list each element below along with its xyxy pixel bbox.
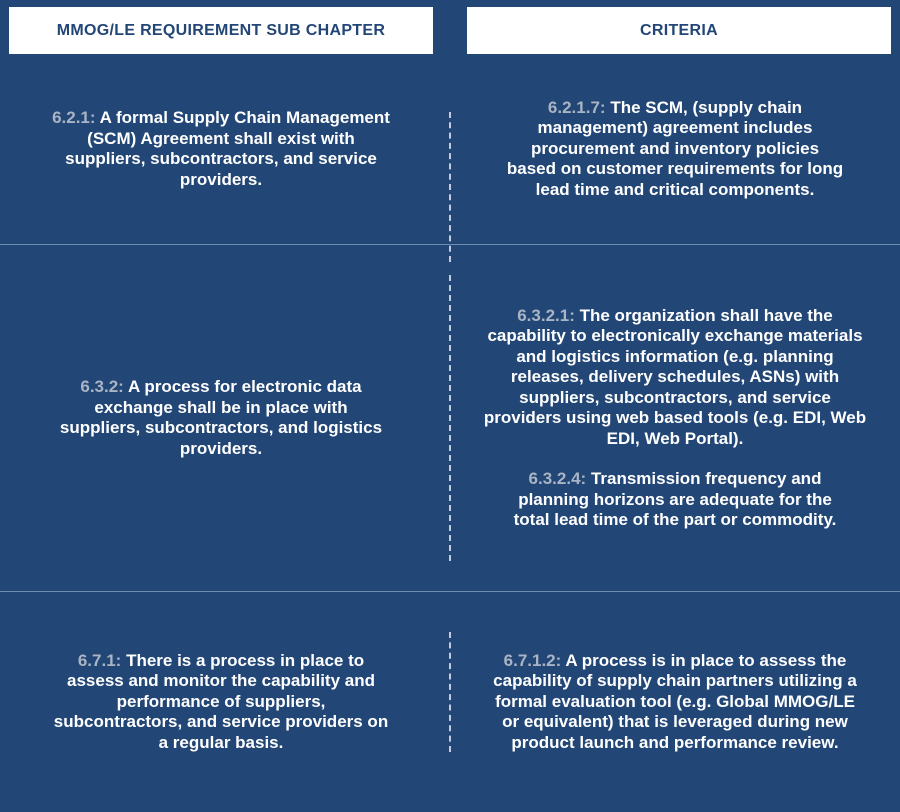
criteria-text	[485, 651, 865, 754]
requirement-description: There is a process in place to assess and monitor the capability and performance of suppliers, subcontractors, and service providers on a regular basis.	[53, 650, 389, 752]
criteria-cell	[462, 245, 888, 591]
criteria-description: A process is in place to assess the capability of supply chain partners utilizing a formal evaluation tool (e.g. Global MMOG/LE or equivalent) that is leveraged during new product launch and performance review.	[493, 650, 857, 752]
table-row	[0, 245, 900, 591]
criteria-code: 6.3.2.4:	[528, 469, 587, 488]
table-row	[0, 54, 900, 244]
requirement-description: A process for electronic data exchange shall be in place with suppliers, subcontractors, and logistics providers.	[59, 377, 383, 458]
column-divider	[449, 112, 451, 262]
requirement-cell	[18, 592, 424, 812]
criteria-description: The organization shall have the capability to electronically exchange materials and logistics information (e.g. planning releases, delivery schedules, ASNs) with suppliers, subcontractors, and service providers using web based tools (e.g. EDI, Web EDI, Web Portal).	[483, 305, 867, 448]
criteria-cell	[462, 54, 888, 244]
requirement-cell	[18, 54, 424, 244]
criteria-text	[505, 98, 845, 201]
criteria-cell	[462, 592, 888, 812]
requirement-code: 6.3.2:	[80, 377, 124, 396]
column-divider	[449, 275, 451, 561]
criteria-code: 6.7.1.2:	[503, 650, 562, 670]
criteria-text	[503, 469, 848, 531]
criteria-code: 6.2.1.7:	[547, 97, 606, 117]
column-divider	[449, 632, 451, 752]
criteria-text	[480, 306, 870, 450]
column-header-criteria: CRITERIA	[467, 7, 891, 54]
criteria-description: Transmission frequency and planning horizons are adequate for the total lead time of the part or commodity.	[513, 469, 837, 529]
requirement-text	[51, 108, 391, 190]
requirement-code: 6.2.1:	[52, 108, 96, 127]
requirement-text	[56, 377, 386, 459]
requirement-code: 6.7.1:	[77, 650, 122, 670]
criteria-description: The SCM, (supply chain management) agreement includes procurement and inventory policies based on customer requirements for long lead time and critical components.	[506, 97, 844, 199]
requirement-cell	[18, 245, 424, 591]
table-row	[0, 592, 900, 812]
requirement-text	[54, 651, 389, 754]
column-header-requirement: MMOG/LE REQUIREMENT SUB CHAPTER	[9, 7, 433, 54]
criteria-code: 6.3.2.1:	[517, 305, 575, 325]
requirement-description: A formal Supply Chain Management (SCM) Agreement shall exist with suppliers, subcontractors, and service providers.	[65, 108, 390, 189]
